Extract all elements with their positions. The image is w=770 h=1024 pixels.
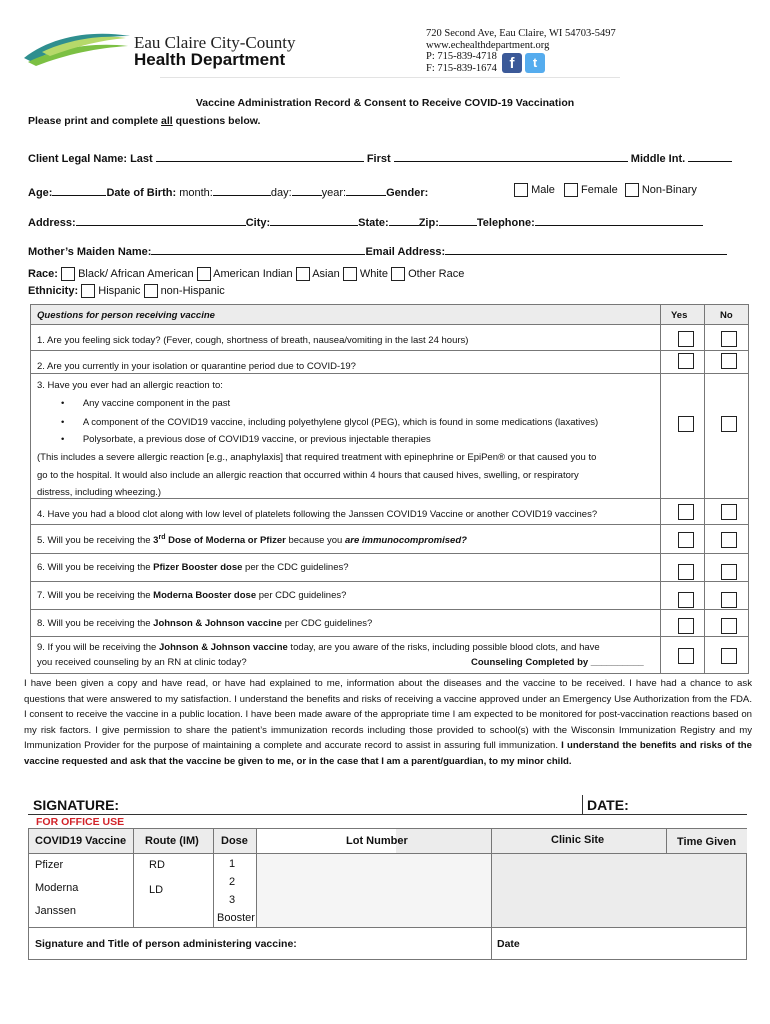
q1-yes-checkbox[interactable] — [678, 331, 694, 347]
maiden-email-row — [28, 244, 727, 258]
col-clinic-site: Clinic Site — [551, 834, 605, 846]
ethnicity-hispanic-checkbox[interactable] — [81, 284, 95, 298]
email-field[interactable] — [445, 244, 727, 255]
ethnicity-hispanic-label: Hispanic — [98, 284, 141, 297]
q8-no-checkbox[interactable] — [721, 618, 737, 634]
last-name-field[interactable] — [156, 151, 364, 162]
q9-no-checkbox[interactable] — [721, 648, 737, 664]
question-3: 3. Have you ever had an allergic reaction to: — [37, 380, 223, 391]
client-name-label: Client Legal Name: Last — [28, 153, 153, 165]
question-8: 8. Will you be receiving the Johnson & Johnson vaccine per CDC guidelines? — [37, 618, 373, 629]
col-lot-number: Lot Number — [346, 835, 408, 847]
telephone-label: Telephone: — [476, 217, 535, 229]
race-label: Race: — [28, 267, 58, 280]
dose-3: 3 — [229, 894, 236, 906]
col-time-given: Time Given — [677, 836, 737, 848]
consent-text: I have been given a copy and have read, or have had explained to me, information about the diseases and the vaccine to be received. I have had a chance to ask questions that were answered to my satisfaction. I understand the benefits and risks of receiving a vaccine approved under an Emergency Use Authorization from the FDA. I consent to receive the vaccine in a public location. I have been made aware of the appropriate time I am expected to be monitored for post-vaccination reactions based on my risk factors. I give permission to share the patient’s immunization records including those provided to school(s) with the Wisconsin Immunization Registry and my Immunization Provider for the purpose of maintaining a complete and accurate record to assist in assuring full immunization. — [24, 678, 752, 752]
q3-note-line-1: (This includes a severe allergic reaction [e.g., anaphylaxis] that required treatment with epinephrine or EpiPen® or that caused you to — [37, 452, 597, 463]
question-5: 5. Will you be receiving the 3rd Dose of Moderna or Pfizer because you are immunocompromised? — [37, 534, 467, 547]
telephone-field[interactable] — [535, 215, 703, 226]
logo-swoosh-icon — [22, 28, 132, 68]
org-name-line1: Eau Claire City-County — [134, 33, 296, 52]
office-use-title: FOR OFFICE USE — [36, 816, 125, 828]
race-american-indian-checkbox[interactable] — [197, 267, 211, 281]
route-ld: LD — [149, 884, 164, 896]
q3-yes-checkbox[interactable] — [678, 416, 694, 432]
org-fax: F: 715-839-1674 — [426, 62, 497, 74]
race-row — [28, 267, 464, 281]
gender-label: Gender: — [386, 187, 429, 199]
signature-date-divider — [582, 795, 583, 815]
race-other-label: Other Race — [408, 267, 465, 280]
q3-note-line-3: distress, including wheezing.) — [37, 487, 162, 498]
ethnicity-row — [28, 284, 225, 298]
race-asian-checkbox[interactable] — [296, 267, 310, 281]
route-rd: RD — [149, 859, 165, 871]
gender-female-checkbox[interactable] — [564, 183, 578, 197]
q7-yes-checkbox[interactable] — [678, 592, 694, 608]
gender-male-checkbox[interactable] — [514, 183, 528, 197]
question-1: 1. Are you feeling sick today? (Fever, cough, shortness of breath, nausea/vomiting in the last 24 hours) — [37, 335, 469, 346]
q5-no-checkbox[interactable] — [721, 532, 737, 548]
header-divider — [160, 77, 620, 78]
q5-yes-checkbox[interactable] — [678, 532, 694, 548]
address-field[interactable] — [76, 215, 246, 226]
first-name-label: First — [366, 153, 391, 165]
org-address: 720 Second Ave, Eau Claire, WI 54703-5497 — [426, 28, 616, 39]
col-covid-vaccine: COVID19 Vaccine — [35, 835, 127, 847]
dose-2: 2 — [229, 876, 236, 888]
month-label: month: — [179, 187, 213, 199]
questions-table — [30, 304, 749, 674]
q9-yes-checkbox[interactable] — [678, 648, 694, 664]
q3-bullet-1: • Any vaccine component in the past — [61, 398, 231, 409]
q4-no-checkbox[interactable] — [721, 504, 737, 520]
race-black-label: Black/ African American — [78, 267, 194, 280]
q4-yes-checkbox[interactable] — [678, 504, 694, 520]
col-route: Route (IM) — [145, 835, 199, 847]
client-name-row — [28, 151, 732, 165]
org-phone: P: 715-839-4718 — [426, 51, 497, 62]
q3-bullet-2: • A component of the COVID19 vaccine, including polyethylene glycol (PEG), which is found in some medications (laxatives) — [61, 417, 599, 428]
city-label: City: — [245, 217, 271, 229]
q3-note-line-2: go to the hospital. It would also include an allergic reaction that occurred within 4 hours that caused hives, swelling, or respiratory — [37, 470, 579, 481]
gender-options — [514, 183, 697, 197]
ethnicity-label: Ethnicity: — [28, 284, 79, 297]
city-field[interactable] — [270, 215, 358, 226]
no-header: No — [720, 310, 733, 321]
day-label: day: — [270, 187, 292, 199]
maiden-name-field[interactable] — [151, 244, 365, 255]
zip-field[interactable] — [439, 215, 477, 226]
age-label: Age: — [28, 187, 53, 199]
date-label: DATE: — [587, 797, 629, 813]
dob-label: Date of Birth: — [106, 187, 177, 199]
gender-nonbinary-checkbox[interactable] — [625, 183, 639, 197]
q3-no-checkbox[interactable] — [721, 416, 737, 432]
question-9-line-2: you received counseling by an RN at clinic today? — [37, 657, 247, 668]
page-title: Vaccine Administration Record & Consent to Receive COVID-19 Vaccination — [195, 97, 575, 109]
ethnicity-non-hispanic-checkbox[interactable] — [144, 284, 158, 298]
race-white-label: White — [359, 267, 388, 280]
month-field[interactable] — [213, 185, 271, 196]
signature-label: SIGNATURE: — [33, 797, 120, 813]
q6-no-checkbox[interactable] — [721, 564, 737, 580]
administrator-date-label: Date — [497, 938, 520, 950]
q3-bullet-3: • Polysorbate, a previous dose of COVID19 vaccine, or previous injectable therapies — [61, 434, 431, 445]
instructions: Please print and complete all questions below. — [28, 115, 261, 127]
maiden-name-label: Mother’s Maiden Name: — [28, 246, 152, 258]
signature-line[interactable] — [28, 814, 747, 815]
counseling-completed-by[interactable]: Counseling Completed by __________ — [471, 657, 644, 668]
address-row — [28, 215, 703, 229]
address-label: Address: — [28, 217, 76, 229]
q7-no-checkbox[interactable] — [721, 592, 737, 608]
middle-initial-label: Middle Int. — [630, 153, 686, 165]
q1-no-checkbox[interactable] — [721, 331, 737, 347]
age-dob-row — [28, 185, 428, 199]
middle-initial-field[interactable] — [688, 151, 732, 162]
year-label: year: — [321, 187, 347, 199]
dose-1: 1 — [229, 858, 236, 870]
dose-booster: Booster — [217, 912, 255, 924]
gender-male-label: Male — [531, 183, 555, 196]
first-name-field[interactable] — [394, 151, 628, 162]
gender-nonbinary-label: Non-Binary — [641, 183, 697, 196]
vaccine-janssen: Janssen — [35, 905, 76, 917]
day-field[interactable] — [292, 185, 322, 196]
q8-yes-checkbox[interactable] — [678, 618, 694, 634]
consent-paragraph — [24, 676, 752, 770]
administrator-signature-label: Signature and Title of person administering vaccine: — [35, 938, 297, 950]
consent-bold-text: I understand the benefits and risks of the vaccine requested and ask that the vaccine be given to me, or in the case that I am a parent/guardian, to my minor child. — [24, 740, 752, 767]
age-field[interactable] — [52, 185, 106, 196]
question-4: 4. Have you had a blood clot along with low level of platelets following the Janssen COVID19 Vaccine or another COVID19 vaccines? — [37, 509, 598, 520]
question-9: 9. If you will be receiving the Johnson & Johnson vaccine today, are you aware of the risks, including possible blood clots, and have — [37, 642, 600, 653]
q2-no-checkbox[interactable] — [721, 353, 737, 369]
race-other-checkbox[interactable] — [391, 267, 405, 281]
year-field[interactable] — [346, 185, 386, 196]
q2-yes-checkbox[interactable] — [678, 353, 694, 369]
twitter-icon[interactable]: t — [525, 53, 545, 73]
race-asian-label: Asian — [312, 267, 340, 280]
q6-yes-checkbox[interactable] — [678, 564, 694, 580]
vaccine-pfizer: Pfizer — [35, 859, 64, 871]
office-use-table — [28, 828, 747, 960]
zip-label: Zip: — [418, 217, 439, 229]
email-label: Email Address: — [365, 246, 446, 258]
ethnicity-non-hispanic-label: non-Hispanic — [160, 284, 225, 297]
facebook-icon[interactable]: f — [502, 53, 522, 73]
state-field[interactable] — [389, 215, 419, 226]
state-label: State: — [358, 217, 389, 229]
race-black-checkbox[interactable] — [61, 267, 75, 281]
question-6: 6. Will you be receiving the Pfizer Booster dose per the CDC guidelines? — [37, 562, 349, 573]
org-name-line2: Health Department — [134, 50, 286, 69]
vaccine-moderna: Moderna — [35, 882, 79, 894]
yes-header: Yes — [671, 310, 688, 321]
col-dose: Dose — [221, 835, 248, 847]
question-2: 2. Are you currently in your isolation or quarantine period due to COVID-19? — [37, 361, 356, 372]
race-white-checkbox[interactable] — [343, 267, 357, 281]
question-7: 7. Will you be receiving the Moderna Booster dose per CDC guidelines? — [37, 590, 347, 601]
questions-header: Questions for person receiving vaccine — [37, 310, 215, 321]
race-american-indian-label: American Indian — [213, 267, 293, 280]
org-website[interactable]: www.echealthdepartment.org — [426, 39, 550, 51]
gender-female-label: Female — [581, 183, 618, 196]
logo — [22, 28, 132, 68]
